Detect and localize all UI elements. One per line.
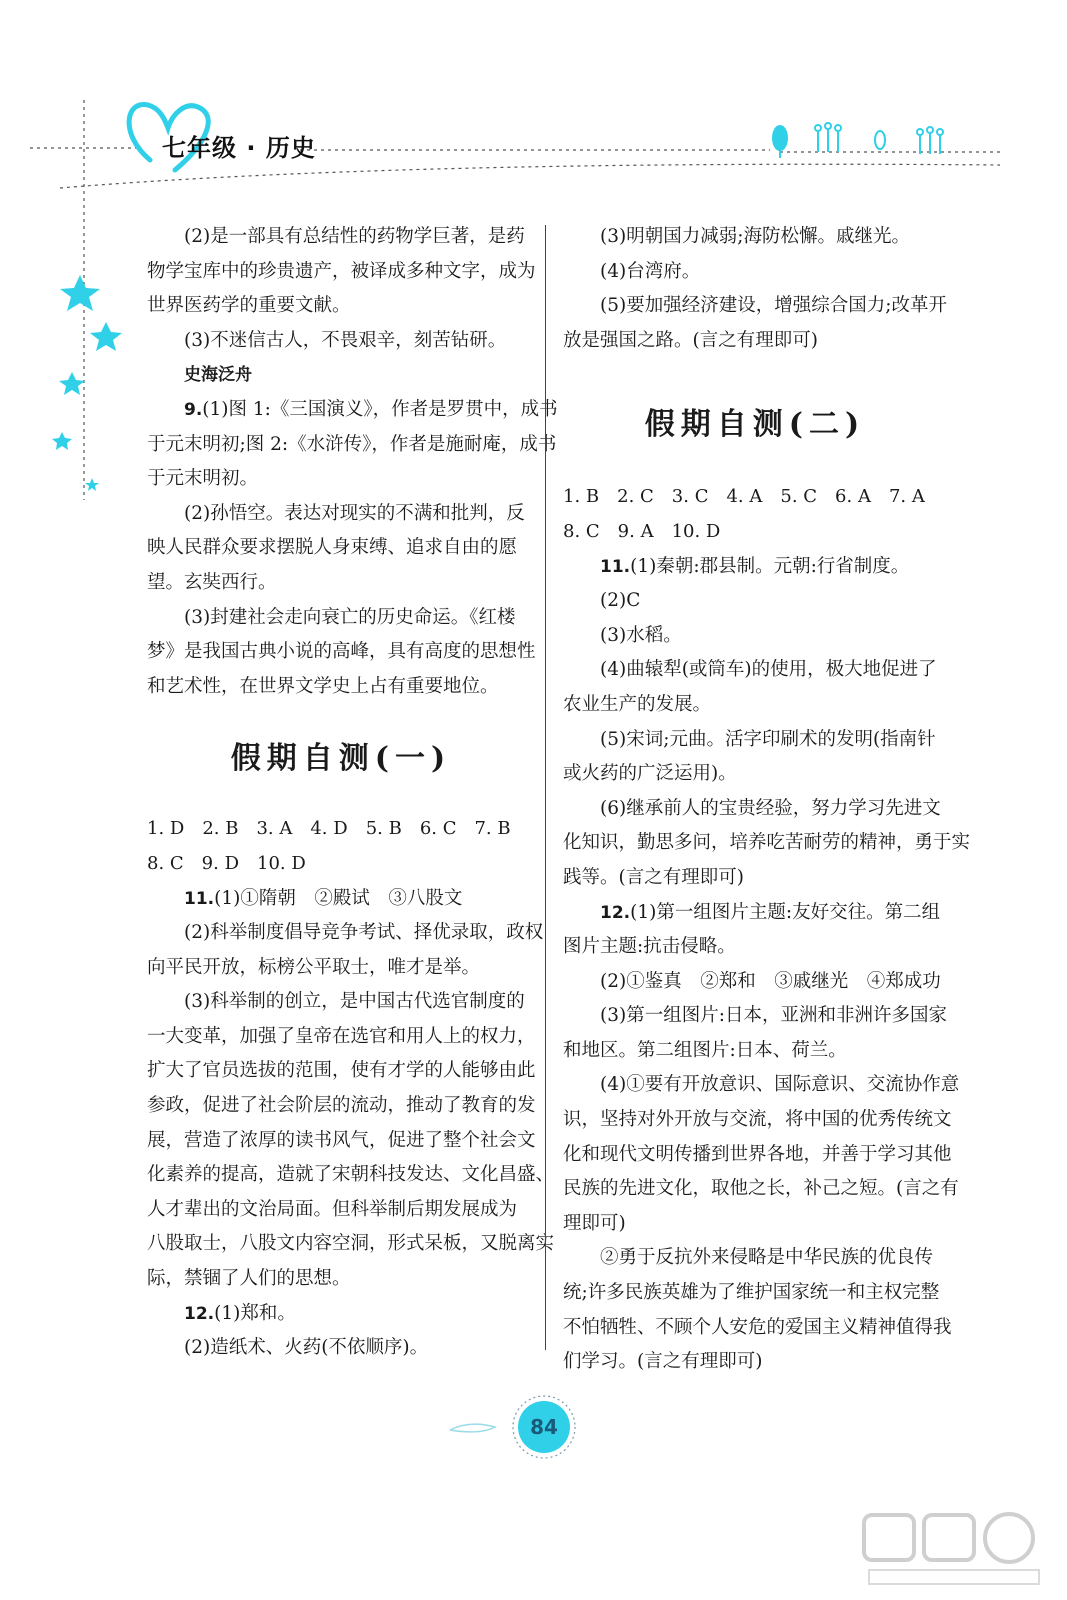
text-line: 识，坚持对外开放与交流，将中国的优秀传统文 bbox=[563, 1109, 952, 1131]
header-title: 七年级 · 历史 bbox=[162, 134, 316, 162]
answer-row bbox=[563, 480, 947, 515]
answer-text: (1)①隋朝 ②殿试 ③八股文 bbox=[214, 887, 463, 909]
question-number: 11. bbox=[184, 888, 215, 909]
text-line bbox=[147, 882, 535, 917]
text-line: (2)①鉴真 ②郑和 ③戚继光 ④郑成功 bbox=[600, 970, 941, 992]
answer-item: 6. C bbox=[419, 818, 457, 840]
text-line: (3)封建社会走向衰亡的历史命运。《红楼 bbox=[184, 606, 516, 628]
answer-item: 3. C bbox=[671, 486, 709, 508]
question-number: 11. bbox=[600, 556, 631, 577]
answer-text: (1)郑和。 bbox=[214, 1302, 296, 1324]
section-title-1: 假期自测(一) bbox=[230, 741, 452, 777]
text-line: (5)宋词;元曲。活字印刷术的发明(指南针 bbox=[600, 728, 936, 750]
text-line: 向平民开放，标榜公平取士，唯才是举。 bbox=[147, 956, 481, 978]
text-line bbox=[563, 550, 947, 585]
text-line: 们学习。(言之有理即可) bbox=[563, 1351, 763, 1373]
answer-item: 4. D bbox=[310, 818, 348, 840]
answer-item: 5. C bbox=[780, 486, 818, 508]
star-icons bbox=[52, 275, 122, 491]
subheading: 史海泛舟 bbox=[184, 365, 252, 386]
text-line bbox=[147, 393, 558, 428]
text-line: 不怕牺牲、不顾个人安危的爱国主义精神值得我 bbox=[563, 1316, 952, 1338]
text-line: 参政，促进了社会阶层的流动，推动了教育的发 bbox=[147, 1095, 536, 1117]
text-line: 放是强国之路。(言之有理即可) bbox=[563, 329, 818, 351]
answer-item: 1. D bbox=[147, 818, 185, 840]
watermark-logo bbox=[859, 1510, 1049, 1590]
answer-item: 8. C bbox=[563, 520, 600, 542]
text-line: 理即可) bbox=[563, 1212, 626, 1234]
answer-item: 2. B bbox=[202, 818, 239, 840]
text-line: 或火药的广泛运用)。 bbox=[563, 763, 737, 785]
answer-row bbox=[147, 847, 535, 882]
text-line: 化素养的提高，造就了宋朝科技发达、文化昌盛、 bbox=[147, 1164, 555, 1186]
text-line: 物学宝库中的珍贵遗产，被译成多种文字，成为 bbox=[147, 260, 536, 282]
tulip-icons bbox=[773, 123, 943, 158]
text-line: (4)①要有开放意识、国际意识、交流协作意 bbox=[600, 1074, 960, 1096]
text-line: 统;许多民族英雄为了维护国家统一和主权完整 bbox=[563, 1282, 940, 1304]
text-line bbox=[147, 1297, 535, 1332]
text-line: (4)曲辕犁(或筒车)的使用，极大地促进了 bbox=[600, 659, 937, 681]
right-column bbox=[563, 220, 971, 1380]
text-line: (3)明朝国力减弱;海防松懈。戚继光。 bbox=[600, 226, 910, 247]
answer-item: 5. B bbox=[365, 818, 402, 840]
answer-text: (1)图 1:《三国演义》，作者是罗贯中，成书 bbox=[202, 398, 558, 420]
text-line: 民族的先进文化，取他之长，补己之短。(言之有 bbox=[563, 1178, 959, 1200]
text-line: (3)第一组图片:日本，亚洲和非洲许多国家 bbox=[600, 1005, 947, 1027]
text-line: (2)造纸术、火药(不依顺序)。 bbox=[184, 1337, 429, 1359]
answer-item: 7. B bbox=[474, 818, 511, 840]
question-number: 12. bbox=[600, 902, 631, 923]
text-line: (4)台湾府。 bbox=[600, 260, 701, 282]
answer-item: 6. A bbox=[835, 486, 871, 508]
text-line: 梦》是我国古典小说的高峰，具有高度的思想性 bbox=[147, 641, 536, 663]
section-title-2: 假期自测(二) bbox=[644, 407, 866, 443]
text-line: (2)是一部具有总结性的药物学巨著，是药 bbox=[184, 226, 525, 247]
text-line: 践等。(言之有理即可) bbox=[563, 866, 744, 888]
text-line: 图片主题:抗击侵略。 bbox=[563, 936, 736, 958]
answer-text: (1)秦朝:郡县制。元朝:行省制度。 bbox=[630, 555, 910, 577]
answer-item: 3. A bbox=[256, 818, 293, 840]
column-divider bbox=[545, 225, 546, 1350]
text-line: (2)C bbox=[600, 590, 641, 612]
text-line: (5)要加强经济建设，增强综合国力;改革开 bbox=[600, 295, 947, 317]
text-line: 望。玄奘西行。 bbox=[147, 571, 277, 593]
text-line: 际，禁锢了人们的思想。 bbox=[147, 1268, 351, 1290]
text-line: 展，营造了浓厚的读书风气，促进了整个社会文 bbox=[147, 1129, 536, 1151]
answer-text: (1)第一组图片主题:友好交往。第二组 bbox=[630, 901, 941, 923]
text-line: 映人民群众要求摆脱人身束缚、追求自由的愿 bbox=[147, 537, 518, 559]
text-line: (2)孙悟空。表达对现实的不满和批判，反 bbox=[184, 502, 525, 524]
text-line: 化知识，勤思多问，培养吃苦耐劳的精神，勇于实 bbox=[563, 832, 971, 854]
text-line: 化和现代文明传播到世界各地，并善于学习其他 bbox=[563, 1143, 952, 1165]
answer-row bbox=[563, 515, 947, 550]
page-number: 84 bbox=[530, 1415, 558, 1439]
answer-item: 4. A bbox=[726, 486, 763, 508]
question-number: 12. bbox=[184, 1303, 215, 1324]
left-column bbox=[147, 220, 558, 1366]
answer-item: 9. D bbox=[201, 852, 239, 874]
answer-row bbox=[147, 812, 535, 847]
text-line: (3)科举制的创立，是中国古代选官制度的 bbox=[184, 991, 525, 1013]
text-line: 一大变革，加强了皇帝在选官和用人上的权力， bbox=[147, 1025, 536, 1047]
text-line: (2)科举制度倡导竞争考试、择优录取，政权 bbox=[184, 922, 544, 944]
text-line: (6)继承前人的宝贵经验，努力学习先进文 bbox=[600, 797, 941, 819]
answer-item: 7. A bbox=[888, 486, 925, 508]
text-line: (3)水稻。 bbox=[600, 624, 682, 646]
text-line: 人才辈出的文治局面。但科举制后期发展成为 bbox=[147, 1198, 518, 1220]
text-line: 世界医药学的重要文献。 bbox=[147, 295, 351, 317]
answer-item: 10. D bbox=[671, 520, 721, 542]
answer-item: 8. C bbox=[147, 852, 184, 874]
text-line: 和地区。第二组图片:日本、荷兰。 bbox=[563, 1039, 847, 1061]
text-line: ②勇于反抗外来侵略是中华民族的优良传 bbox=[600, 1247, 934, 1269]
answer-item: 10. D bbox=[257, 852, 306, 874]
page-number-badge bbox=[512, 1395, 576, 1459]
text-line: 八股取士，八股文内容空洞，形式呆板，又脱离实 bbox=[147, 1233, 555, 1255]
question-number: 9. bbox=[184, 399, 203, 420]
answer-item: 2. C bbox=[617, 486, 654, 508]
text-line: 农业生产的发展。 bbox=[563, 693, 712, 715]
text-line: 于元末明初。 bbox=[147, 468, 259, 490]
text-line bbox=[563, 896, 947, 931]
text-line: 和艺术性，在世界文学史上占有重要地位。 bbox=[147, 675, 499, 697]
answer-item: 9. A bbox=[617, 520, 654, 542]
text-line: 扩大了官员选拔的范围，使有才学的人能够由此 bbox=[147, 1060, 536, 1082]
answer-item: 1. B bbox=[563, 486, 600, 508]
text-line: 于元末明初;图 2:《水浒传》，作者是施耐庵，成书 bbox=[147, 433, 557, 455]
text-line: (3)不迷信古人，不畏艰辛，刻苦钻研。 bbox=[184, 329, 507, 351]
